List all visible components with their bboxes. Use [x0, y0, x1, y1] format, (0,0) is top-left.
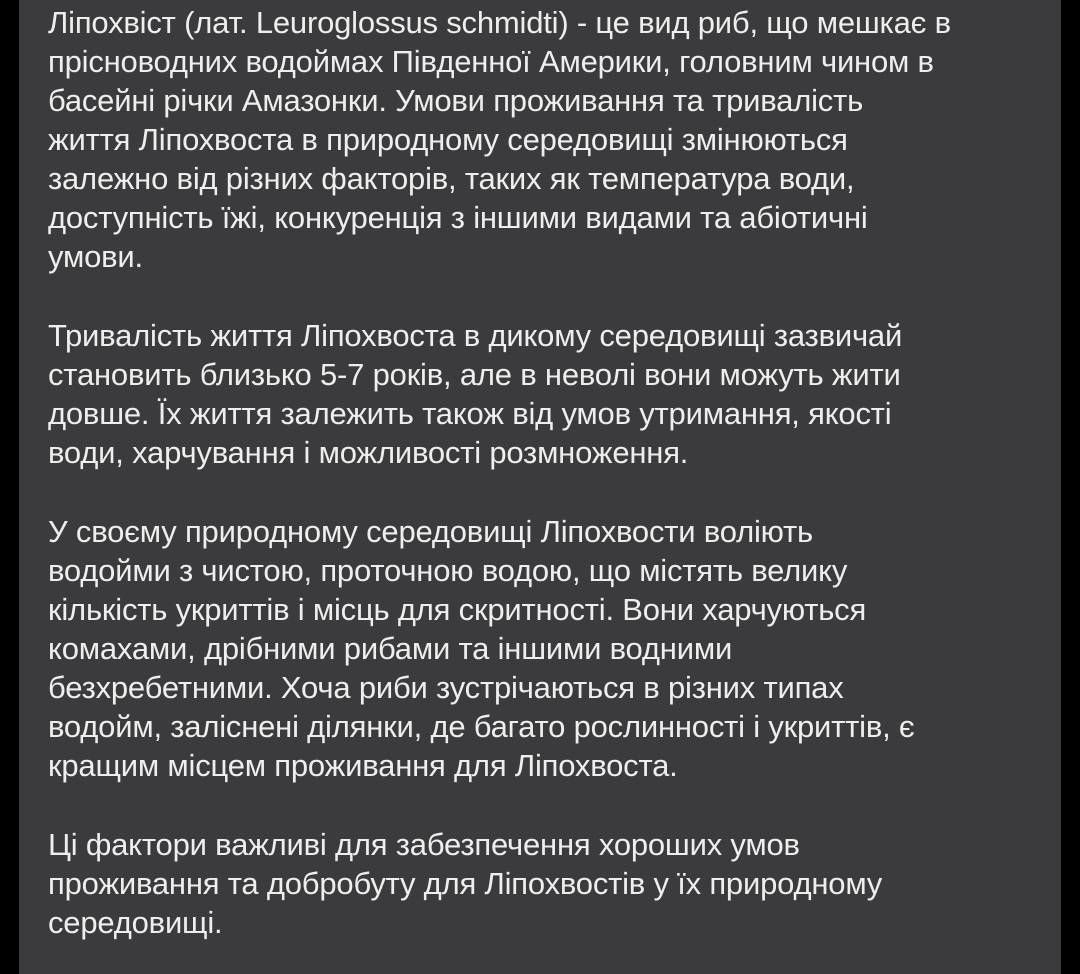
- message-paragraph-1: Ліпохвіст (лат. Leuroglossus schmidti) - це вид риб, що мешкає в прісноводних водоймах Південної Америки, головним чином в басейні річки Амазонки. Умови проживання та тривалість життя Ліпохвоста в природному середовищі змінюються залежно від різних факторів, таких як температура води, доступність їжі, конкуренція з іншими видами та абіотичні умови.: [48, 5, 951, 274]
- message-paragraph-3: У своєму природному середовищі Ліпохвости воліють водойми з чистою, проточною водою, що містять велику кількість укриттів і місць для скритності. Вони харчуються комахами, дрібними рибами та іншими водними безхребетними. Хоча риби зустрічаються в різних типах водойм, заліснені ділянки, де багато рослинності і укриттів, є кращим місцем проживання для Ліпохвоста.: [48, 514, 915, 783]
- message-bubble[interactable]: [19, 0, 1061, 974]
- message-paragraph-4: Ці фактори важливі для забезпечення хороших умов проживання та добробуту для Ліпохвостів у їх природному середовищі.: [48, 827, 883, 940]
- message-paragraph-2: Тривалість життя Ліпохвоста в дикому середовищі зазвичай становить близько 5-7 років, але в неволі вони можуть жити довше. Їх життя залежить також від умов утримання, якості води, харчування і можливості розмноження.: [48, 318, 903, 470]
